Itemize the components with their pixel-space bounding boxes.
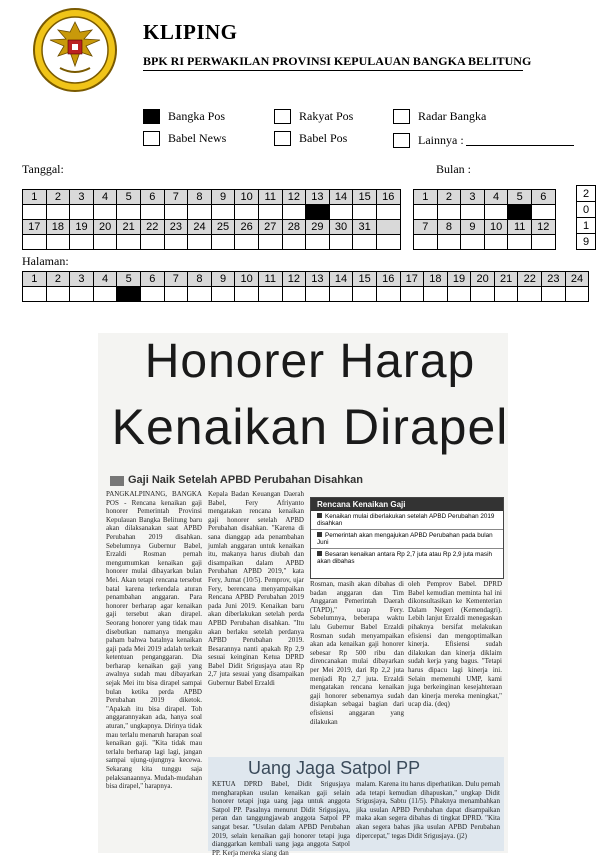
halaman-number-cell: 9 — [211, 272, 235, 287]
halaman-number-cell: 4 — [93, 272, 117, 287]
tanggal-mark-cell[interactable] — [258, 235, 282, 250]
bulan-mark-cell[interactable] — [508, 235, 532, 250]
tanggal-mark-cell[interactable] — [46, 235, 70, 250]
bulan-grid[interactable] — [413, 189, 556, 250]
tanggal-number-cell: 1 — [23, 190, 47, 205]
tanggal-mark-cell[interactable] — [376, 205, 400, 220]
halaman-mark-cell[interactable] — [447, 287, 471, 302]
tahun-digit-cell: 9 — [577, 234, 596, 250]
checkbox-empty[interactable] — [274, 131, 291, 146]
halaman-mark-cell[interactable] — [235, 287, 259, 302]
bulan-mark-cell[interactable] — [531, 205, 555, 220]
halaman-number-cell: 1 — [23, 272, 47, 287]
halaman-number-cell: 8 — [188, 272, 212, 287]
bulan-number-cell: 5 — [508, 190, 532, 205]
tanggal-mark-cell[interactable] — [306, 235, 330, 250]
halaman-number-cell: 20 — [471, 272, 495, 287]
headline-line2: Kenaikan Dirapel — [111, 399, 509, 455]
halaman-number-cell: 10 — [235, 272, 259, 287]
tanggal-number-cell: 23 — [164, 220, 188, 235]
tanggal-mark-cell[interactable] — [70, 235, 94, 250]
tanggal-label: Tanggal: — [22, 162, 64, 176]
bullet-icon — [317, 551, 322, 556]
tanggal-number-cell: 7 — [164, 190, 188, 205]
tanggal-number-cell: 5 — [117, 190, 141, 205]
bulan-number-cell: 12 — [531, 220, 555, 235]
satpol-title: Uang Jaga Satpol PP — [248, 758, 421, 778]
tanggal-number-cell: 27 — [258, 220, 282, 235]
bulan-mark-cell[interactable] — [508, 205, 532, 220]
tanggal-mark-cell[interactable] — [93, 235, 117, 250]
halaman-mark-cell[interactable] — [518, 287, 542, 302]
tanggal-number-cell: 11 — [258, 190, 282, 205]
halaman-mark-cell[interactable] — [117, 287, 141, 302]
bulan-mark-cell[interactable] — [437, 205, 461, 220]
tanggal-mark-cell[interactable] — [164, 235, 188, 250]
bulan-mark-cell[interactable] — [414, 235, 438, 250]
page-title: KLIPING — [143, 20, 238, 44]
lainnya-fill-line[interactable] — [466, 135, 574, 146]
tanggal-mark-cell[interactable] — [164, 205, 188, 220]
bulan-mark-cell[interactable] — [531, 235, 555, 250]
halaman-mark-cell[interactable] — [400, 287, 424, 302]
tanggal-mark-cell[interactable] — [117, 235, 141, 250]
article-col-1: PANGKALPINANG, BANGKA POS - Rencana kenaikan gaji honorer Pemerintah Provinsi Kepulauan Bangka Belitung baru akan dilaksanakan saat APBD Perubahan 2019 disahkan. Sebelumnya Gubernur Babel, Erzaldi Rosman pernah mengumumkan kenaikan gaji honorer mulai dibayarkan bulan Mei. Akan tetapi rencana tersebut batal karena terkendala aturan penambahan anggaran. Para honorer berharap agar kenaikan gaji tersebut akan dirapel. Seorang honorer yang tidak mau disebutkan namanya mengaku paham bahwa batalnya kenaikan gaji pada Mei 2019 adalah terkait ketentuan penganggaran. Dia berharap kenaikan gaji yang awalnya sudah mau dibayarkan sejak Mei itu bisa dirapel sampai bulan ketika perda APBD Perubahan 2019 diketok. "Apakah itu bisa dirapel. Toh anggarannyakan ada, hanya soal aturan," ungkapnya. Dirinya tidak mau terlalu menaruh harapan soal kenaikan gaji. "Kita tidak mau terlalu berharap lagi lagi, jangan sampai ujung-ujungnya kecewa. Sekarang kita tunggu saja pelaksanaannya. Mudah-mudahan bisa dirapel," harapnya. — [106, 490, 202, 791]
checkbox-checked[interactable] — [143, 109, 160, 124]
halaman-mark-cell[interactable] — [424, 287, 448, 302]
halaman-number-cell: 19 — [447, 272, 471, 287]
tanggal-mark-cell[interactable] — [211, 235, 235, 250]
tanggal-number-cell: 22 — [140, 220, 164, 235]
tanggal-mark-cell[interactable] — [70, 205, 94, 220]
halaman-number-cell: 18 — [424, 272, 448, 287]
halaman-number-cell: 7 — [164, 272, 188, 287]
tanggal-number-cell: 8 — [188, 190, 212, 205]
tanggal-number-cell: 28 — [282, 220, 306, 235]
bulan-mark-cell[interactable] — [437, 235, 461, 250]
halaman-number-cell: 3 — [70, 272, 94, 287]
tanggal-mark-cell[interactable] — [93, 205, 117, 220]
tanggal-mark-cell[interactable] — [235, 205, 259, 220]
bulan-mark-cell[interactable] — [484, 235, 508, 250]
bulan-number-cell: 4 — [484, 190, 508, 205]
tanggal-number-cell: 25 — [211, 220, 235, 235]
tanggal-number-cell: 3 — [70, 190, 94, 205]
tanggal-mark-cell[interactable] — [282, 205, 306, 220]
bulan-number-cell: 8 — [437, 220, 461, 235]
tanggal-mark-cell[interactable] — [329, 235, 353, 250]
article-col-4: oleh Pemprov Babel. DPRD Babel kemudian meminta hal ini dikonsultasikan ke Kementerian Dalam Negeri (Kemendagri). Lebih lanjut Erzaldi menegaskan pihaknya bersifat melakukan efisiensi dan mengoptimalkan kinerja. Efisiensi sudah dilakukan dan kinerja diklaim sudah kerja yang bagus. "Tetapi harus dipacu lagi kinerja ini. Selain memenuhi UMP, kami juga berkeinginan kesejahteraan dan kinerja mereka meningkat," ucap dia. (deq) — [408, 580, 502, 709]
halaman-number-cell: 16 — [376, 272, 400, 287]
article-col-2: Kepala Badan Keuangan Daerah Babel, Fery Afriyanto mengatakan rencana kenaikan gaji honorer setelah APBD Perubahan disahkan. "Karena di sana dianggap ada penambahan jumlah anggaran untuk kenaikan itu, makanya harus diubah dan disampaikan dalam APBD Perubahan APBD 2019," kata Fery, Jumat (10/5). Pemprov, ujar Fery, berencana menyampaikan Rencana APBD Perubahan 2019 pada Juni 2019. Kenaikan baru akan diberlakukan setelah perda APBD Perubahan disahkan. "Itu akan berlaku setelah perdanya APBD Perubahan 2019. Besarannya nanti apakah Rp 2,9 sesuai keinginan Ketua DPRD Babel Didit Srigusjaya atau Rp 2,7 juta sesuai yang disampaikan Gubernur Babel Erzaldi — [208, 490, 304, 688]
article-col-3: Rosman, masih akan dibahas di badan anggaran dan Tim Anggaran Pemerintah Daerah (TAPD)," ucap Fery. Sebelumnya, beberapa waktu lalu Gubernur Babel Erzaldi Rosman sudah menyampaikan akan ada kenaikan gaji honorer sebesar Rp 500 ribu dan direncanakan mulai dibayarkan per Mei 2019, dari Rp 2,2 juta menjadi Rp 2,7 juta. Erzaldi mengatakan rencana kenaikan gaji honorer sebenarnya sudah disiapkan sebagai bagian dari efisiensi anggaran yang dilakukan — [310, 580, 404, 726]
tanggal-grid[interactable] — [22, 189, 401, 250]
tanggal-number-cell: 16 — [376, 190, 400, 205]
infobox — [310, 497, 504, 579]
infobox-title: Rencana Kenaikan Gaji — [311, 498, 503, 511]
bpk-emblem — [20, 6, 130, 94]
header-divider — [143, 70, 523, 71]
tanggal-number-cell: 21 — [117, 220, 141, 235]
checkbox-empty[interactable] — [143, 131, 160, 146]
tahun-box — [576, 185, 596, 250]
bullet-icon — [317, 532, 322, 537]
tanggal-number-cell: 13 — [306, 190, 330, 205]
tanggal-number-cell: 6 — [140, 190, 164, 205]
halaman-mark-cell[interactable] — [188, 287, 212, 302]
tanggal-number-cell: 15 — [353, 190, 377, 205]
source-bangka-pos[interactable]: Bangka Pos — [143, 109, 225, 124]
tanggal-number-cell: 30 — [329, 220, 353, 235]
tanggal-mark-cell[interactable] — [306, 205, 330, 220]
tanggal-number-cell: 9 — [211, 190, 235, 205]
satpol-col-1: KETUA DPRD Babel, Didit Srigusjaya mengharapkan usulan kenaikan gaji selain honorer tetapi juga uang jaga untuk anggota Satpol PP. Pasalnya menurut Didit Srigusjaya, peran dan tanggungjawab anggota Satpol PP sangat besar. "Usulan dalam APBD Perubahan 2019, selain kenaikan gaji honorer tetapi juga dianggarkan kembali uang jaga anggota Satpol PP. Kerja mereka siang dan — [212, 780, 350, 857]
halaman-number-cell: 23 — [542, 272, 566, 287]
halaman-mark-cell[interactable] — [164, 287, 188, 302]
halaman-grid[interactable] — [22, 271, 589, 302]
bulan-mark-cell[interactable] — [461, 205, 485, 220]
bulan-mark-cell[interactable] — [414, 205, 438, 220]
halaman-mark-cell[interactable] — [140, 287, 164, 302]
tanggal-number-cell — [376, 220, 400, 235]
infobox-item: Pemerintah akan mengajukan APBD Perubahan pada bulan Juni — [311, 530, 503, 549]
satpol-col-2: malam. Karena itu harus diperhatikan. Dulu pernah ada tetapi kemudian dihapuskan," ungkap Didit Srigusjaya, Sabtu (11/5). Pihaknya menambahkan jika usulan APBD Perubahan dapat disampaikan maka akan segera dibahas di tingkat DPRD. "Kita akan segera bahas jika usulan APBD Perubahan dipercepat," tegas Didit Srigusjaya. (j2) — [356, 780, 500, 840]
tanggal-mark-cell[interactable] — [23, 205, 47, 220]
tahun-digit-cell: 1 — [577, 218, 596, 234]
halaman-mark-cell[interactable] — [46, 287, 70, 302]
infobox-item: Besaran kenaikan antara Rp 2,7 juta atau Rp 2,9 juta masih akan dibahas — [317, 551, 492, 565]
headline-line1: Honorer Harap — [144, 335, 476, 388]
tanggal-mark-cell[interactable] — [258, 205, 282, 220]
tanggal-mark-cell[interactable] — [23, 235, 47, 250]
halaman-mark-cell[interactable] — [376, 287, 400, 302]
halaman-number-cell: 21 — [494, 272, 518, 287]
halaman-mark-cell[interactable] — [494, 287, 518, 302]
tanggal-number-cell: 12 — [282, 190, 306, 205]
checkbox-empty[interactable] — [393, 133, 410, 148]
tanggal-number-cell: 10 — [235, 190, 259, 205]
infobox-item: Kenaikan mulai diberlakukan setelah APBD Perubahan 2019 disahkan — [311, 511, 503, 530]
halaman-mark-cell[interactable] — [93, 287, 117, 302]
bulan-label: Bulan : — [436, 162, 471, 176]
tanggal-mark-cell[interactable] — [46, 205, 70, 220]
halaman-number-cell: 14 — [329, 272, 353, 287]
bulan-number-cell: 3 — [461, 190, 485, 205]
halaman-number-cell: 13 — [306, 272, 330, 287]
tanggal-mark-cell[interactable] — [235, 235, 259, 250]
source-lainnya[interactable]: Lainnya : — [393, 133, 574, 148]
halaman-mark-cell[interactable] — [353, 287, 377, 302]
tanggal-number-cell: 14 — [329, 190, 353, 205]
tanggal-number-cell: 24 — [188, 220, 212, 235]
bullet-icon — [317, 513, 322, 518]
halaman-mark-cell[interactable] — [70, 287, 94, 302]
article-subhead: Gaji Naik Setelah APBD Perubahan Disahkan — [128, 474, 363, 486]
halaman-mark-cell[interactable] — [282, 287, 306, 302]
tanggal-mark-cell[interactable] — [376, 235, 400, 250]
tanggal-number-cell: 31 — [353, 220, 377, 235]
checkbox-empty[interactable] — [393, 109, 410, 124]
halaman-number-cell: 24 — [565, 272, 589, 287]
bulan-number-cell: 11 — [508, 220, 532, 235]
halaman-mark-cell[interactable] — [471, 287, 495, 302]
tanggal-number-cell: 29 — [306, 220, 330, 235]
tahun-digit-cell: 2 — [577, 186, 596, 202]
tanggal-mark-cell[interactable] — [188, 205, 212, 220]
source-babel-pos[interactable]: Babel Pos — [274, 131, 347, 146]
halaman-number-cell: 17 — [400, 272, 424, 287]
subhead-icon — [110, 476, 124, 486]
halaman-mark-cell[interactable] — [306, 287, 330, 302]
bulan-mark-cell[interactable] — [461, 235, 485, 250]
tanggal-number-cell: 26 — [235, 220, 259, 235]
halaman-mark-cell[interactable] — [211, 287, 235, 302]
halaman-number-cell: 2 — [46, 272, 70, 287]
tanggal-mark-cell[interactable] — [353, 235, 377, 250]
tanggal-mark-cell[interactable] — [353, 205, 377, 220]
tanggal-number-cell: 17 — [23, 220, 47, 235]
tanggal-mark-cell[interactable] — [329, 205, 353, 220]
tanggal-mark-cell[interactable] — [117, 205, 141, 220]
halaman-number-cell: 11 — [258, 272, 282, 287]
page-subtitle: BPK RI PERWAKILAN PROVINSI KEPULAUAN BANGKA BELITUNG — [143, 54, 532, 68]
bulan-number-cell: 9 — [461, 220, 485, 235]
tanggal-mark-cell[interactable] — [140, 205, 164, 220]
bulan-number-cell: 10 — [484, 220, 508, 235]
source-babel-news[interactable]: Babel News — [143, 131, 226, 146]
tanggal-number-cell: 18 — [46, 220, 70, 235]
tanggal-mark-cell[interactable] — [282, 235, 306, 250]
bulan-number-cell: 6 — [531, 190, 555, 205]
tanggal-mark-cell[interactable] — [188, 235, 212, 250]
halaman-mark-cell[interactable] — [329, 287, 353, 302]
bulan-number-cell: 7 — [414, 220, 438, 235]
tanggal-mark-cell[interactable] — [140, 235, 164, 250]
tanggal-number-cell: 20 — [93, 220, 117, 235]
halaman-mark-cell[interactable] — [542, 287, 566, 302]
halaman-number-cell: 12 — [282, 272, 306, 287]
source-radar-bangka[interactable]: Radar Bangka — [393, 109, 486, 124]
halaman-mark-cell[interactable] — [258, 287, 282, 302]
checkbox-empty[interactable] — [274, 109, 291, 124]
halaman-number-cell: 15 — [353, 272, 377, 287]
halaman-number-cell: 5 — [117, 272, 141, 287]
halaman-mark-cell[interactable] — [23, 287, 47, 302]
tanggal-number-cell: 19 — [70, 220, 94, 235]
halaman-label: Halaman: — [22, 254, 69, 268]
bulan-number-cell: 2 — [437, 190, 461, 205]
tanggal-mark-cell[interactable] — [211, 205, 235, 220]
tanggal-number-cell: 2 — [46, 190, 70, 205]
halaman-number-cell: 22 — [518, 272, 542, 287]
halaman-number-cell: 6 — [140, 272, 164, 287]
bulan-mark-cell[interactable] — [484, 205, 508, 220]
bulan-number-cell: 1 — [414, 190, 438, 205]
tanggal-number-cell: 4 — [93, 190, 117, 205]
tahun-digit-cell: 0 — [577, 202, 596, 218]
halaman-mark-cell[interactable] — [565, 287, 589, 302]
source-rakyat-pos[interactable]: Rakyat Pos — [274, 109, 353, 124]
